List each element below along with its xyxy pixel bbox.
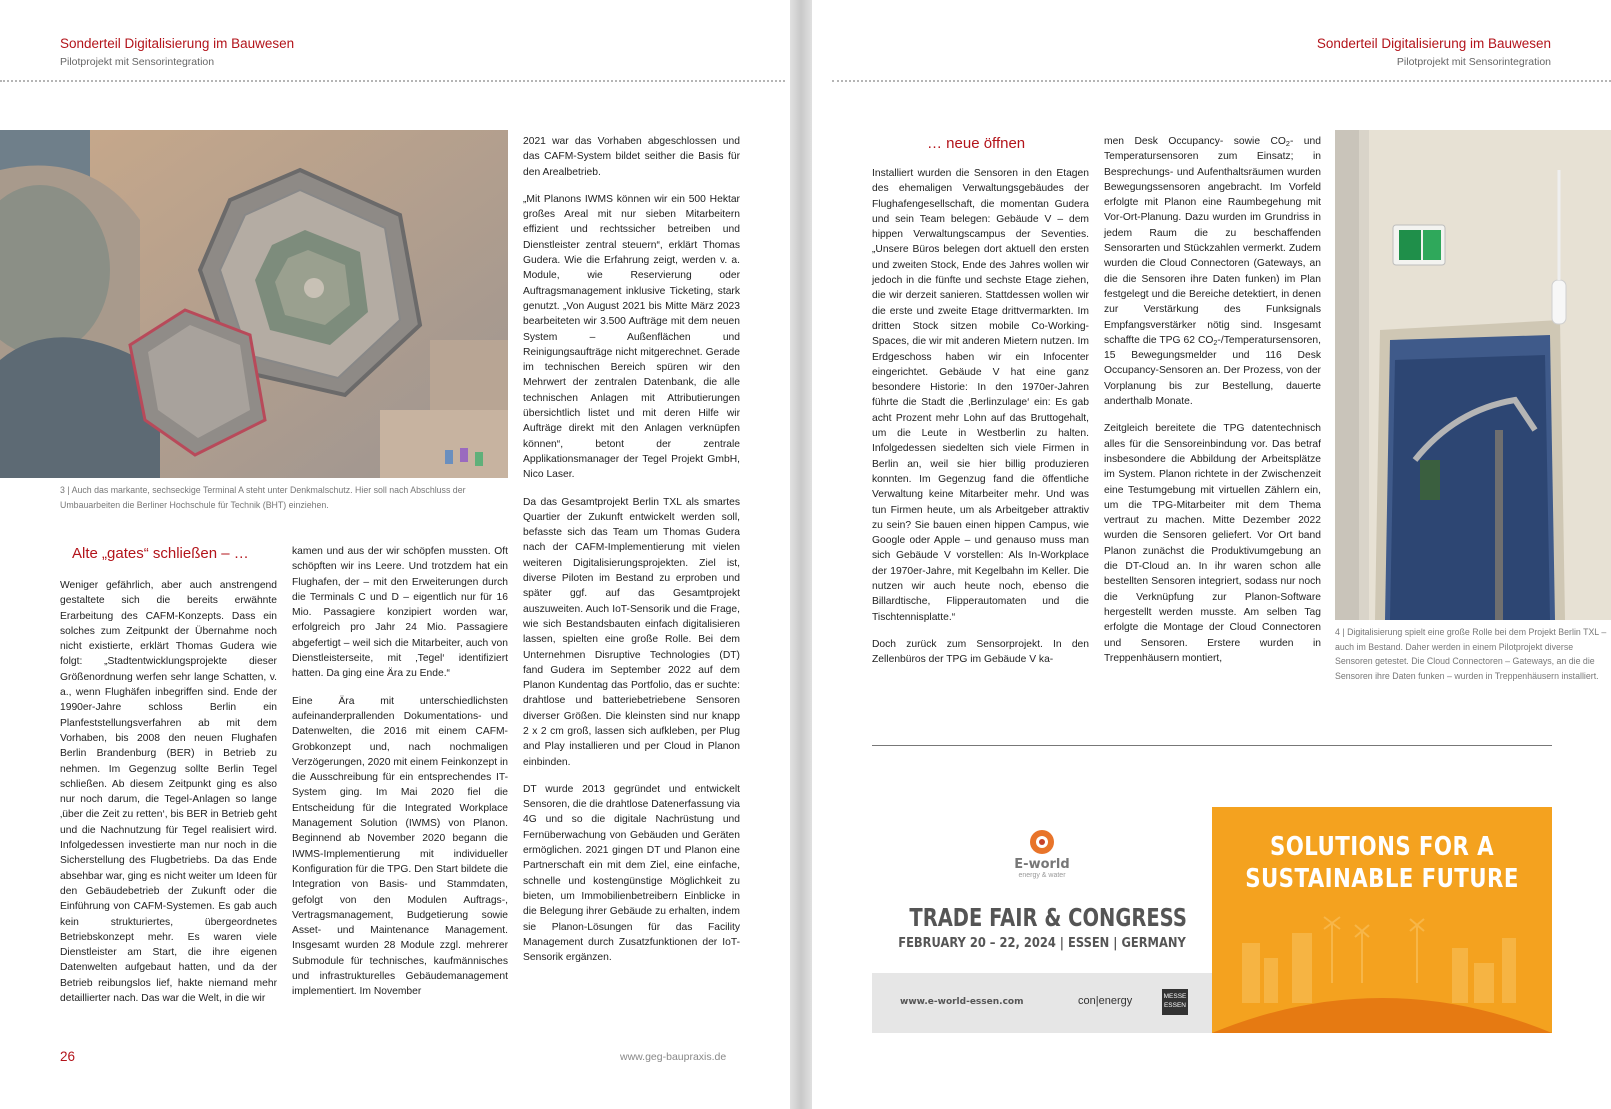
right-page bbox=[812, 0, 1611, 1109]
paragraph: Zeitgleich bereitete die TPG datentechnisch alles für die Sensoreinbindung vor. Das betraf insbesondere die Abbildung der Arbeitsplätze im System. Planon richtete in der Zwischenzeit eine Testumgebung mit virtuellen Zählern ein, um die TPG-Mitarbeiter mit dem Thema vertraut zu machen. Mitte Dezember 2022 wurden die Sensoren geliefert. Vor Ort band Planon zunächst die Produktivumgebung an die DT-Cloud an. In ihr waren schon alle bestellten Sensoren integriert, sodass nur noch die Verknüpfung zur Planon-Software hergestellt werden musste. Am selben Tag erfolgte die Montage der Cloud Connectoren und Sensoren. Erstere wurden in Treppenhäusern montiert, bbox=[1104, 423, 1321, 664]
footer-url: www.geg-baupraxis.de bbox=[620, 1051, 727, 1063]
page-number: 26 bbox=[60, 1049, 76, 1064]
section-heading-neue-oeffnen: … neue öffnen bbox=[927, 135, 1026, 152]
running-header-subtitle: Pilotprojekt mit Sensorintegration bbox=[60, 56, 215, 68]
right-column-1 bbox=[872, 166, 1089, 668]
eworld-advertisement[interactable] bbox=[872, 807, 1552, 1033]
ad-website-link[interactable]: www.e-world-essen.com bbox=[900, 997, 1024, 1007]
ad-right-panel bbox=[1212, 807, 1552, 1033]
running-header-subtitle: Pilotprojekt mit Sensorintegration bbox=[1396, 56, 1551, 68]
photo-caption-3: 3 | Auch das markante, sechseckige Terminal A steht unter Denkmalschutz. Hier soll nach Abschluss der Umbauarbeiten die Berliner Hochschule für Technik (BHT) einziehen. bbox=[60, 485, 466, 510]
running-header-title: Sonderteil Digitalisierung im Bauwesen bbox=[60, 36, 295, 51]
airport-terminal-photo bbox=[0, 130, 508, 478]
ad-headline-line1: SOLUTIONS FOR A bbox=[1269, 832, 1495, 862]
paragraph: „Mit Planons IWMS können wir ein 500 Hektar großes Areal mit nur sieben Mitarbeitern effizient und rechtssicher betreiben und Dienstleister zentral steuern“, erklärt Thomas Gudera. Wie die Erfahrung zeigt, werden v. a. Module, wie Reservierung oder Auftragsmanagement inklusive Ticketing, stark genutzt. „Von August 2021 bis Mitte März 2023 bearbeiteten wir 3.500 Aufträge mit dem neuen System – Außenflächen und Reinigungsaufträge nicht mitgerechnet. Gerade im technischen Bereich spüren wir den Mehrwert der zentralen Datenbank, die alle technischen Anlagen mit Attributierungen übersichtlich listet und mit deren Hilfe wir Aufträge direkt mit den Anlagen verknüpfen können“, betont der zentrale Applikationsmanager der Tegel Projekt GmbH, Nico Laser. bbox=[523, 193, 740, 481]
ad-separator-rule bbox=[872, 745, 1552, 746]
eworld-logo-tagline: energy & water bbox=[1018, 872, 1066, 879]
paragraph: DT wurde 2013 gegründet und entwickelt Sensoren, die die drahtlose Datenerfassung via 4G und so die digitale Nachrüstung und Fernüberwachung von Gebäuden und Geräten ermöglichen. 2021 gingen DT und Planon eine Partnerschaft ein mit dem Ziel, eine einfache, schnelle und kostengünstige Möglichkeit zu bieten, um Immobilienbetreibern Einblicke in die Belegung ihrer Gebäude zu erhalten, indem sie Planon-Lösungen für das Facility Management durch Zusatzfunktionen der IoT-Sensorik ergänzen. bbox=[523, 783, 740, 964]
left-column-3 bbox=[523, 134, 740, 965]
running-header-title: Sonderteil Digitalisierung im Bauwesen bbox=[1316, 36, 1551, 51]
ad-date-location: FEBRUARY 20 – 22, 2024 | ESSEN | GERMANY bbox=[898, 935, 1186, 951]
ad-trade-fair-label: TRADE FAIR & CONGRESS bbox=[909, 903, 1187, 932]
left-column-1 bbox=[60, 578, 277, 1006]
sensor-stairwell-photo bbox=[1335, 130, 1611, 620]
messe-essen-logo: MESSE ESSEN bbox=[1162, 989, 1188, 1015]
paragraph: Da das Gesamtprojekt Berlin TXL als smartes Quartier der Zukunft entwickelt werden soll, befasste sich das Team um Thomas Gudera nach der CAFM-Implementierung mit vielen weiteren Digitalisierungsprojekten. Ziel ist, diverse Piloten im Bestand zu erproben und später ggf. auf das Gesamtprojekt auszuweiten. Auch IoT-Sensorik und die Frage, wie sich Bestandsbauten einfach digitalisieren lassen, spielten eine große Rolle. Bei dem Unternehmen Disruptive Technologies (DT) fand Gudera im September 2022 auf dem Planon Kundentag das Portfolio, das er suchte: drahtlose und batteriebetriebene Sensoren diverser Größen. Die kleinsten sind nur knapp 2 x 2 cm groß, lassen sich aufkleben, per Plug and Play installieren und per Cloud in Planon einbinden. bbox=[523, 496, 740, 768]
paragraph: Eine Ära mit unterschiedlichsten aufeinanderprallenden Dokumentations- und Datenwelten, die 2016 mit einem CAFM-Grobkonzept und, nach nochmaligen Verzögerungen, 2020 mit einem Feinkonzept in die Ausschreibung für ein entsprechendes IT-System ging. Im Mai 2020 fiel die Entscheidung für die Integrated Workplace Management Solution (IWMS) von Planon. Beginnend ab November 2020 begann die IWMS-Implementierung mit individueller Konfiguration für die TPG. Den Start bildete die Integration von Basis- und Stammdaten, gefolgt von den Modulen Auftrags-, Vertragsmanagement, Budgetierung sowie Asset- und Maintenance Management. Insgesamt wurden 28 Module zzgl. mehrerer Submodule für technisches, kaufmännisches und infrastrukturelles Gebäudemanagement implementiert. Im November bbox=[292, 695, 508, 998]
paragraph: 2021 war das Vorhaben abgeschlossen und das CAFM-System bildet seither die Basis für den Arealbetrieb. bbox=[523, 136, 740, 178]
header-rule bbox=[0, 80, 785, 82]
right-column-2 bbox=[1104, 134, 1321, 666]
left-page bbox=[0, 0, 790, 1109]
ad-footer-bar bbox=[872, 973, 1212, 1033]
paragraph: men Desk Occupancy- sowie $CO_2-$ und Temperatursensoren zum Einsatz; in Besprechungs- und Aufenthaltsräumen wurden Bewegungssensoren angebracht. Im Vorfeld erfolgte mit Planon eine Raumbegehung mit Vor-Ort-Planung. Dazu wurden im Grundriss in jedem Raum die zu beschaffenden Sensorarten und Stückzahlen vermerkt. Zudem wurden die Cloud Connectoren (Gateways, an die die Sensoren ihre Daten funken) im Plan festgelegt und die Bereiche detektiert, in denen zur Verstärkung des Funksignals Empfangsverstärker nötig sind. Insgesamt schaffte die TPG 62 $CO_2-$/Temperatursensoren, 15 Bewegungsmelder und 116 Desk Occupancy-Sensoren an. Der Prozess, von der Vorplanung bis zur Bestellung, dauerte anderthalb Monate. bbox=[1104, 136, 1321, 408]
paragraph: Installiert wurden die Sensoren in den Etagen des ehemaligen Verwaltungsgebäudes der Flughafengesellschaft, die momentan Gudera und sein Team belegen: Gebäude V – dem hippen Verwaltungscampus der Seventies. „Unsere Büros belegen dort aktuell den ersten und zweiten Stock, Ende des Jahres wollen wir jedoch in die fünfte und sechste Etage ziehen, die wir derzeit sanieren. Stattdessen wollen wir die erste und zweite Etage drittvermarkten. Im dritten Stock sitzen mobile Co-Working-Spaces, die wir mit anderen Mietern nutzen. Im Erdgeschoss haben wir ein Infocenter eingerichtet. Gebäude V hat eine ganz besondere Historie: In den 1970er-Jahren führte die Stadt die ‚Berlinzulage‘ ein: Es gab acht Prozent mehr Lohn auf das Bruttogehalt, um die Leute in Westberlin zu halten. Infolgedessen siedelten sich viele Firmen in Berlin an, weil sie hier billig produzieren konnten. Im Gegenzug fand die öffentliche Verwaltung keine Mitarbeiter mehr. Und was tun Firmen heute, um als Arbeitgeber attraktiv zu sein? Sie bauen einen hippen Campus, wie Google oder Apple – und genauso muss man sich Gebäude V vorstellen: Als In-Workplace der 1970er-Jahre, mit Kegelbahn im Keller. Die nutzen wir auch heute noch, ebenso die Billardtische, Flipperautomaten und die Tischtennisplatte.“ bbox=[872, 168, 1089, 623]
eworld-logo-text: E-world bbox=[1014, 857, 1070, 872]
section-heading-alte-gates: Alte „gates“ schließen – … bbox=[72, 545, 249, 562]
photo-caption-4: 4 | Digitalisierung spielt eine große Rolle bei dem Projekt Berlin TXL – auch im Bestand. Daher werden in einem Pilotprojekt diverse Sensoren getestet. Die Cloud Connectoren – Gateways, an die die Sensoren ihre Daten funken – wurden in Treppenhäusern installiert. bbox=[1335, 627, 1607, 681]
ad-headline-line2: SUSTAINABLE FUTURE bbox=[1245, 864, 1519, 894]
left-column-2 bbox=[292, 544, 508, 1000]
conenergy-logo: con|energy bbox=[1078, 995, 1133, 1007]
paragraph: Doch zurück zum Sensorprojekt. In den Zellenbüros der TPG im Gebäude V ka- bbox=[872, 638, 1089, 666]
city-skyline-illustration bbox=[1212, 903, 1552, 1033]
header-rule bbox=[832, 80, 1611, 82]
ad-left-panel bbox=[872, 807, 1212, 1033]
paragraph: Weniger gefährlich, aber auch anstrengend gestaltete sich die bereits erwähnte Erarbeitung des CAFM-Konzepts. Dass ein solches zum Zeitpunkt der Übernahme noch nicht existierte, erklärt Thomas Gudera wie folgt: „Stadtentwicklungsprojekte dieser Größenordnung werfen sehr lange Schatten, v. a., wenn Flughäfen inbegriffen sind. Ende der 1990er-Jahre schloss Berlin ein Planfeststellungsverfahren ab mit dem Vorhaben, bis 2008 den neuen Flughafen Berlin Brandenburg (BER) in Betrieb zu nehmen. Im Gegenzug sollte Berlin Tegel schließen. Ab diesem Zeitpunkt ging es also nur noch darum, die Tegel-Anlagen so lange ‚über die Zeit zu retten‘, bis BER in Betrieb geht und die Nachnutzung für Tegel realisiert wird. Infolgedessen investierte man nur noch in die Sicherstellung des Flugbetriebs. Da das Ende absehbar war, ging es nicht weiter um Ideen für den Gebäudebetrieb der Zukunft oder die Einführung von CAFM-Systemen. Es gab auch kein strukturiertes, übergeordnetes Betriebskonzept mehr. Es waren viele Dienstleister am Start, die ihre eigenen Datenwelten aufgebaut hatten, und da der Betrieb reibungslos lief, hakte niemand mehr detaillierter nach. Das war die Welt, in die wir bbox=[60, 580, 277, 1005]
paragraph: kamen und aus der wir schöpfen mussten. Oft schöpften wir ins Leere. Und trotzdem hat ein Flughafen, der – mit den Erweiterungen durch die Terminals C und D – eigentlich nur für 16 Mio. Passagiere konzipiert worden war, erfolgreich pro Jahr 24 Mio. Passagiere abgefertigt – weil sich die Mitarbeiter, auch von Dienstleisterseite, mit ‚Tegel‘ identifiziert hatten. Da ging eine Ära zu Ende.“ bbox=[292, 546, 508, 680]
eworld-logo-icon bbox=[1024, 827, 1060, 857]
